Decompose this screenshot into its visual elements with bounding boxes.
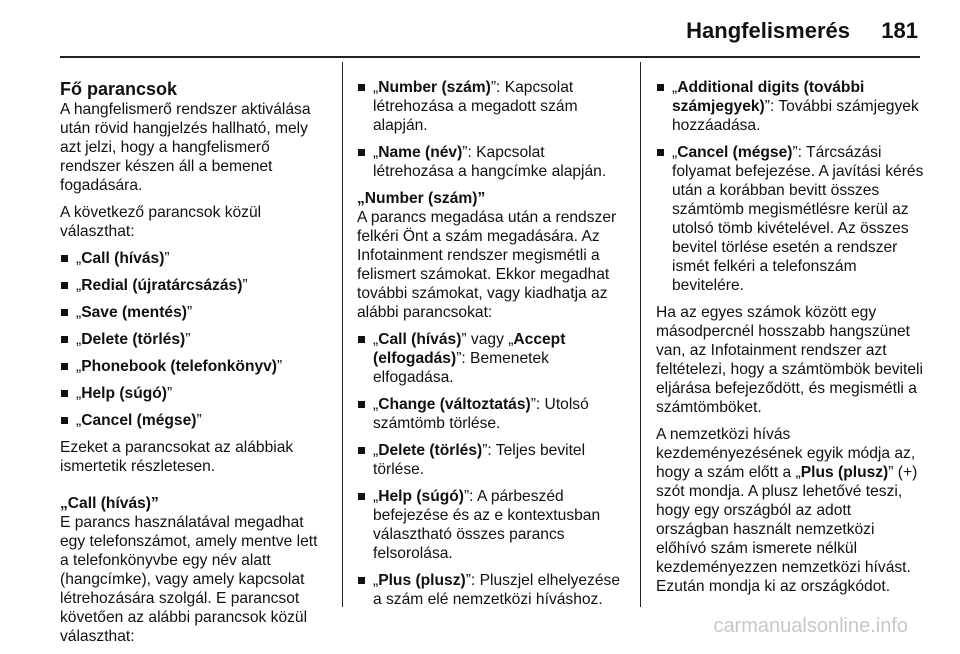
command-name: Help (súgó)	[378, 488, 464, 505]
list-item: „Save (mentés)”	[60, 303, 330, 322]
list-item: „Help (súgó)”: A párbeszéd befejezése és az e kontextusban választható összes parancs felsorolása.	[357, 487, 625, 563]
list-item: „Call (hívás)” vagy „Accept (elfogadás)”: Bemenetek elfogadása.	[357, 330, 625, 387]
details-paragraph: Ezeket a parancsokat az alábbiak ismertetik részletesen.	[60, 439, 294, 475]
list-item: „Name (név)”: Kapcsolat létrehozása a hangcímke alapján.	[357, 143, 625, 181]
list-item: „Help (súgó)”	[60, 384, 330, 403]
command-name: Cancel (mégse)	[677, 144, 793, 161]
command-name: Cancel (mégse)	[81, 412, 197, 429]
page-number: 181	[881, 18, 918, 43]
choose-paragraph: A következő parancsok közül választhat:	[60, 204, 262, 240]
intro-paragraph: A hangfelismerő rendszer aktiválása után rövid hangjelzés hallható, mely azt jelzi, hogy a hangfelismerő rendszer készen áll a bemenet fogadására.	[60, 101, 311, 194]
command-name: Redial (újratárcsázás)	[81, 277, 243, 294]
command-name: Help (súgó)	[81, 385, 167, 402]
command-name: Number (szám)	[378, 79, 491, 96]
command-name: Change (változtatás)	[378, 396, 531, 413]
command-name: Call (hívás)	[81, 250, 165, 267]
command-name: Delete (törlés)	[378, 442, 483, 459]
list-item: „Phonebook (telefonkönyv)”	[60, 357, 330, 376]
column-1	[60, 78, 330, 654]
list-item: „Delete (törlés)”	[60, 330, 330, 349]
call-heading: „Call (hívás)”	[60, 495, 159, 512]
pause-paragraph: Ha az egyes számok között egy másodpercnél hosszabb hangszünet van, az Infotainment rendszer azt feltételezi, hogy a számtömbök beviteli eljárása befejeződött, és megismétli a számtömböket.	[656, 304, 923, 416]
list-item: „Cancel (mégse)”: Tárcsázási folyamat befejezése. A javítási kérés után a korábban bevitt összes számtömb megismétlésre kerül az utolsó tömb kivételével. Az összes bevitel törlése esetén a rendszer ismét felkéri a telefonszám bevitelére.	[656, 143, 928, 295]
command-name: Additional digits (további számjegyek)	[672, 79, 865, 115]
column-divider-2	[640, 62, 641, 607]
command-name: Phonebook (telefonkönyv)	[81, 358, 278, 375]
command-name: Save (mentés)	[81, 304, 187, 321]
international-paragraph: A nemzetközi hívás kezdeményezésének egyik módja az, hogy a szám előtt a „Plus (plusz)” (+) szót mondja. A plusz lehetővé teszi, hogy egy országból az adott országban használt nemzetközi előhívó szám ismerete nélkül kezdeményezzen nemzetközi hívást. Ezután mondja ki az országkódot.	[656, 426, 918, 595]
name-number-list	[357, 78, 625, 181]
list-item: „Plus (plusz)”: Pluszjel elhelyezése a szám elé nemzetközi híváshoz.	[357, 571, 625, 609]
command-name: Call (hívás)	[378, 331, 462, 348]
section-title: Fő parancsok	[60, 79, 178, 99]
list-item: „Cancel (mégse)”	[60, 411, 330, 430]
command-name: Plus (plusz)	[378, 572, 466, 589]
list-item: „Additional digits (további számjegyek)”: További számjegyek hozzáadása.	[656, 78, 928, 135]
watermark: carmanualsonline.info	[713, 615, 908, 637]
number-heading: „Number (szám)”	[357, 190, 486, 207]
header-divider	[60, 56, 920, 58]
command-name: Name (név)	[378, 144, 463, 161]
command-name: Accept (elfogadás)	[373, 331, 566, 367]
list-item: „Call (hívás)”	[60, 249, 330, 268]
list-item: „Number (szám)”: Kapcsolat létrehozása a megadott szám alapján.	[357, 78, 625, 135]
list-item: „Delete (törlés)”: Teljes bevitel törlése.	[357, 441, 625, 479]
page-header	[0, 0, 960, 62]
number-command-list	[357, 395, 625, 609]
command-name: Delete (törlés)	[81, 331, 186, 348]
page-title: Hangfelismerés	[686, 18, 850, 43]
column-2	[357, 78, 625, 617]
column-3	[656, 78, 928, 604]
list-item: „Redial (újratárcsázás)”	[60, 276, 330, 295]
command-list	[60, 249, 330, 430]
column-divider-1	[342, 62, 343, 607]
number-paragraph: A parancs megadása után a rendszer felkéri Önt a szám megadására. Az Infotainment rendszer megismétli a felismert számokat. Ekkor megadhat további számokat, vagy kiadhatja az alábbi parancsokat:	[357, 209, 617, 321]
command-name: Plus (plusz)	[800, 464, 889, 481]
list-item: „Change (változtatás)”: Utolsó számtömb törlése.	[357, 395, 625, 433]
more-command-list	[656, 78, 928, 295]
call-paragraph: E parancs használatával megadhat egy telefonszámot, amely mentve lett a telefonkönyvbe egy név alatt (hangcímke), vagy amely kapcsolat létrehozására szolgál. E parancsot követően az alábbi parancsok közül választhat:	[60, 514, 318, 645]
